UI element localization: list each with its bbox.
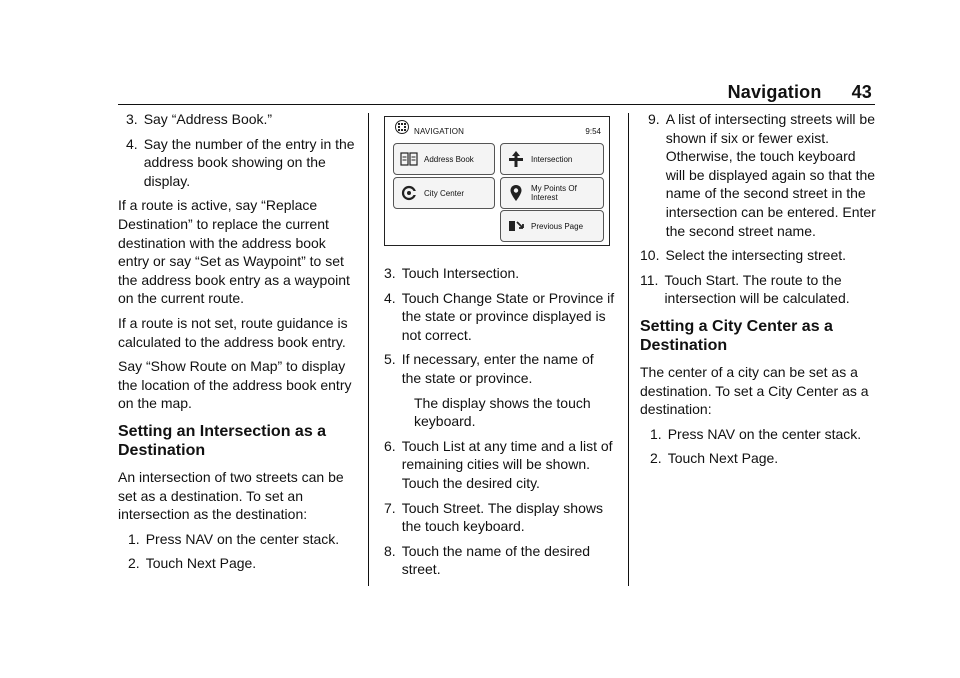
nav-title-bar xyxy=(385,117,609,137)
nav-screen-title: NAVIGATION xyxy=(414,127,465,136)
map-pin-icon xyxy=(507,184,525,202)
paragraph-show-route: Say “Show Route on Map” to display the location of the address book entry on the map. xyxy=(118,358,352,412)
list-item: 2. Touch Next Page. xyxy=(650,450,779,467)
heading-city-center: Setting a City Center as a Destination xyxy=(640,317,833,354)
list-item: 10. Select the intersecting street. xyxy=(640,247,847,264)
my-points-of-interest-button[interactable]: My Points Of Interest xyxy=(500,177,604,209)
list-item: 11. Touch Start. The route to the intersection will be calculated. xyxy=(640,271,850,307)
page-header xyxy=(728,82,872,103)
column-divider-1 xyxy=(368,113,369,586)
header-rule xyxy=(118,104,875,105)
page-number: 43 xyxy=(851,82,872,102)
previous-page-button[interactable]: Previous Page xyxy=(500,210,604,242)
column-3 xyxy=(640,110,876,474)
list-item: 8. Touch the name of the desired street. xyxy=(384,542,591,578)
column-2 xyxy=(384,110,616,585)
column-divider-2 xyxy=(628,113,629,586)
paragraph-city-center-intro: The center of a city can be set as a destination. To set a City Center as a destination: xyxy=(640,363,869,418)
intersection-button[interactable]: Intersection xyxy=(500,143,604,175)
navigation-screen-figure xyxy=(384,116,610,246)
paragraph-route-not-set: If a route is not set, route guidance is calculated to the address book entry. xyxy=(118,314,348,350)
intersection-icon xyxy=(507,150,525,168)
list-item: 1. Press NAV on the center stack. xyxy=(128,530,340,547)
city-center-icon xyxy=(400,184,418,202)
list-item: 7. Touch Street. The display shows the touch keyboard. xyxy=(384,499,603,535)
list-item: 3. Touch Intersection. xyxy=(384,265,520,281)
paragraph-replace-destination: If a route is active, say “Replace Destination” to replace the current destination with the address book entry or say “Set as Waypoint” to set the address book entry as a waypoint on the current route. xyxy=(118,197,350,307)
list-item: 5. If necessary, enter the name of the state or province. xyxy=(384,351,594,386)
list-item: 4. Touch Change State or Province if the state or province displayed is not correct. xyxy=(384,289,615,343)
address-book-button[interactable]: Address Book xyxy=(393,143,495,175)
list-item: 4. Say the number of the entry in the address book showing on the display. xyxy=(126,135,355,189)
nav-logo-icon xyxy=(395,120,409,134)
list-item: 6. Touch List at any time and a list of remaining cities will be shown. Touch the desired city. xyxy=(384,437,613,491)
list-item: 9. A list of intersecting streets will be shown if six or fewer exist. Otherwise, the touch keyboard will be displayed again so that the name of the second street in the intersection can be entered. Enter the second street name. xyxy=(648,111,876,239)
list-item: 1. Press NAV on the center stack. xyxy=(650,425,862,442)
previous-page-icon xyxy=(507,217,525,235)
heading-intersection: Setting an Intersection as a Destination xyxy=(118,422,327,459)
list-item: 3. Say “Address Book.” xyxy=(126,111,273,127)
column-1 xyxy=(118,110,358,579)
address-book-icon xyxy=(400,150,418,168)
nav-clock: 9:54 xyxy=(585,127,601,136)
section-title: Navigation xyxy=(727,82,822,102)
paragraph-intersection-intro: An intersection of two streets can be set as a destination. To set an intersection as the destination: xyxy=(118,468,344,523)
city-center-button[interactable]: City Center xyxy=(393,177,495,209)
list-item: 2. Touch Next Page. xyxy=(128,555,257,572)
paragraph-touch-keyboard-note: The display shows the touch keyboard. xyxy=(414,394,591,430)
